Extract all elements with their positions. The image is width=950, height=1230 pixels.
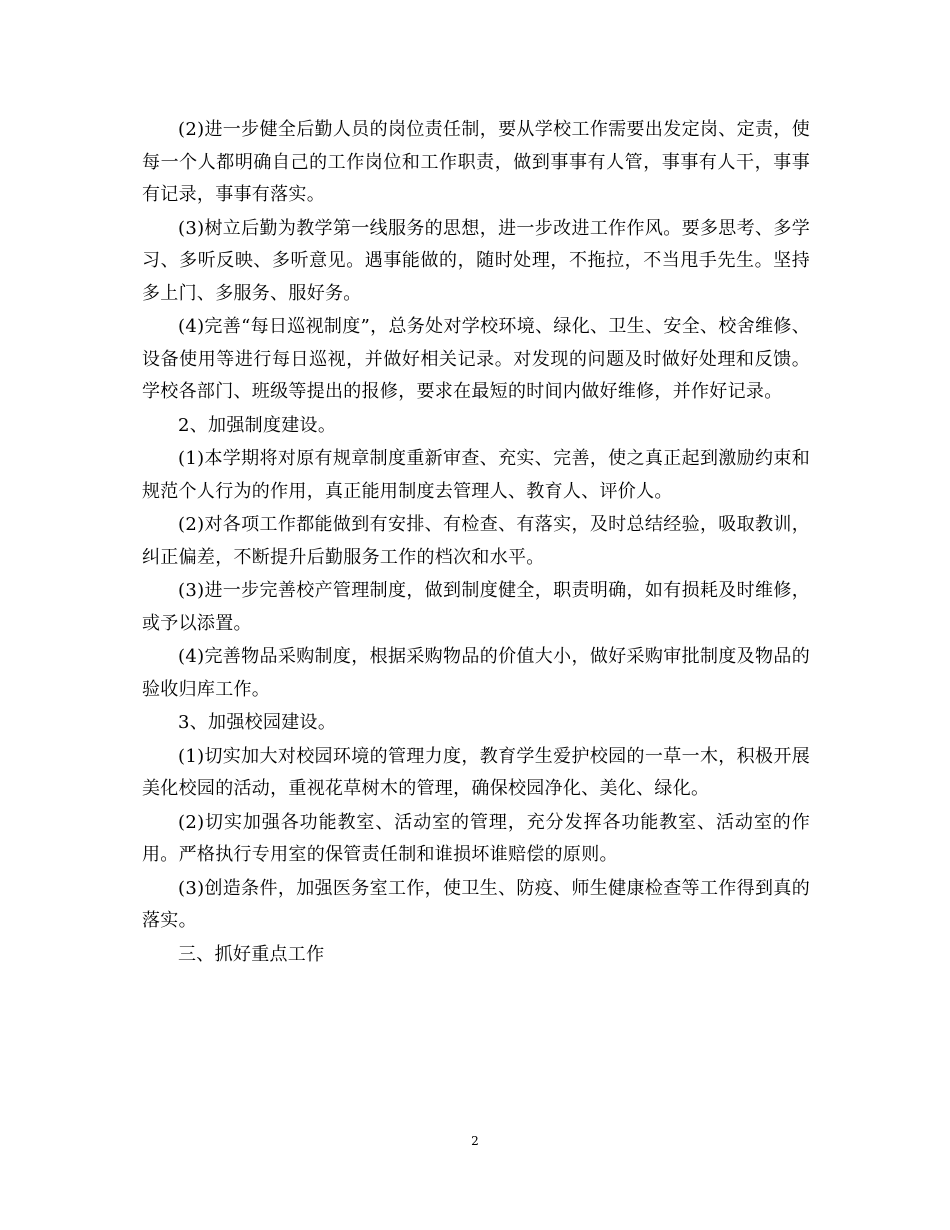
paragraph: (3)树立后勤为教学第一线服务的思想，进一步改进工作作风。要多思考、多学习、多听反映、多听意见。遇事能做的，随时处理，不拖拉，不当甩手先生。坚持多上门、多服务、服好务。 [142,217,810,304]
paragraph: (1)切实加大对校园环境的管理力度，教育学生爱护校园的一草一木，积极开展美化校园的活动，重视花草树木的管理，确保校园净化、美化、绿化。 [142,745,810,799]
paragraph: (2)进一步健全后勤人员的岗位责任制，要从学校工作需要出发定岗、定责，使每一个人都明确自己的工作岗位和工作职责，做到事事有人管，事事有人干，事事有记录，事事有落实。 [142,119,810,205]
section-heading: 3、加强校园建设。 [178,712,337,733]
section-heading: 三、抓好重点工作 [178,943,325,965]
paragraph: (4)完善物品采购制度，根据采购物品的价值大小，做好采购审批制度及物品的验收归库工作。 [142,646,810,700]
paragraph: (3)进一步完善校产管理制度，做到制度健全，职责明确，如有损耗及时维修，或予以添置。 [142,580,810,634]
paragraph: (4)完善“每日巡视制度”，总务处对学校环境、绿化、卫生、安全、校舍维修、设备使用等进行每日巡视，并做好相关记录。对发现的问题及时做好处理和反馈。学校各部门、班级等提出的报修，要求在最短的时间内做好维修，并作好记录。 [142,316,810,402]
paragraph: (3)创造条件，加强医务室工作，使卫生、防疫、师生健康检查等工作得到真的落实。 [142,877,810,931]
paragraph: (1)本学期将对原有规章制度重新审查、充实、完善，使之真正起到激励约束和规范个人行为的作用，真正能用制度去管理人、教育人、评价人。 [142,448,810,502]
page-body [142,114,810,972]
page-number: 2 [471,1134,479,1148]
paragraph: (2)对各项工作都能做到有安排、有检查、有落实，及时总结经验，吸取教训，纠正偏差，不断提升后勤服务工作的档次和水平。 [142,514,810,568]
paragraph: (2)切实加强各功能教室、活动室的管理，充分发挥各功能教室、活动室的作用。严格执行专用室的保管责任制和谁损坏谁赔偿的原则。 [142,811,810,865]
section-heading: 2、加强制度建设。 [178,414,337,436]
